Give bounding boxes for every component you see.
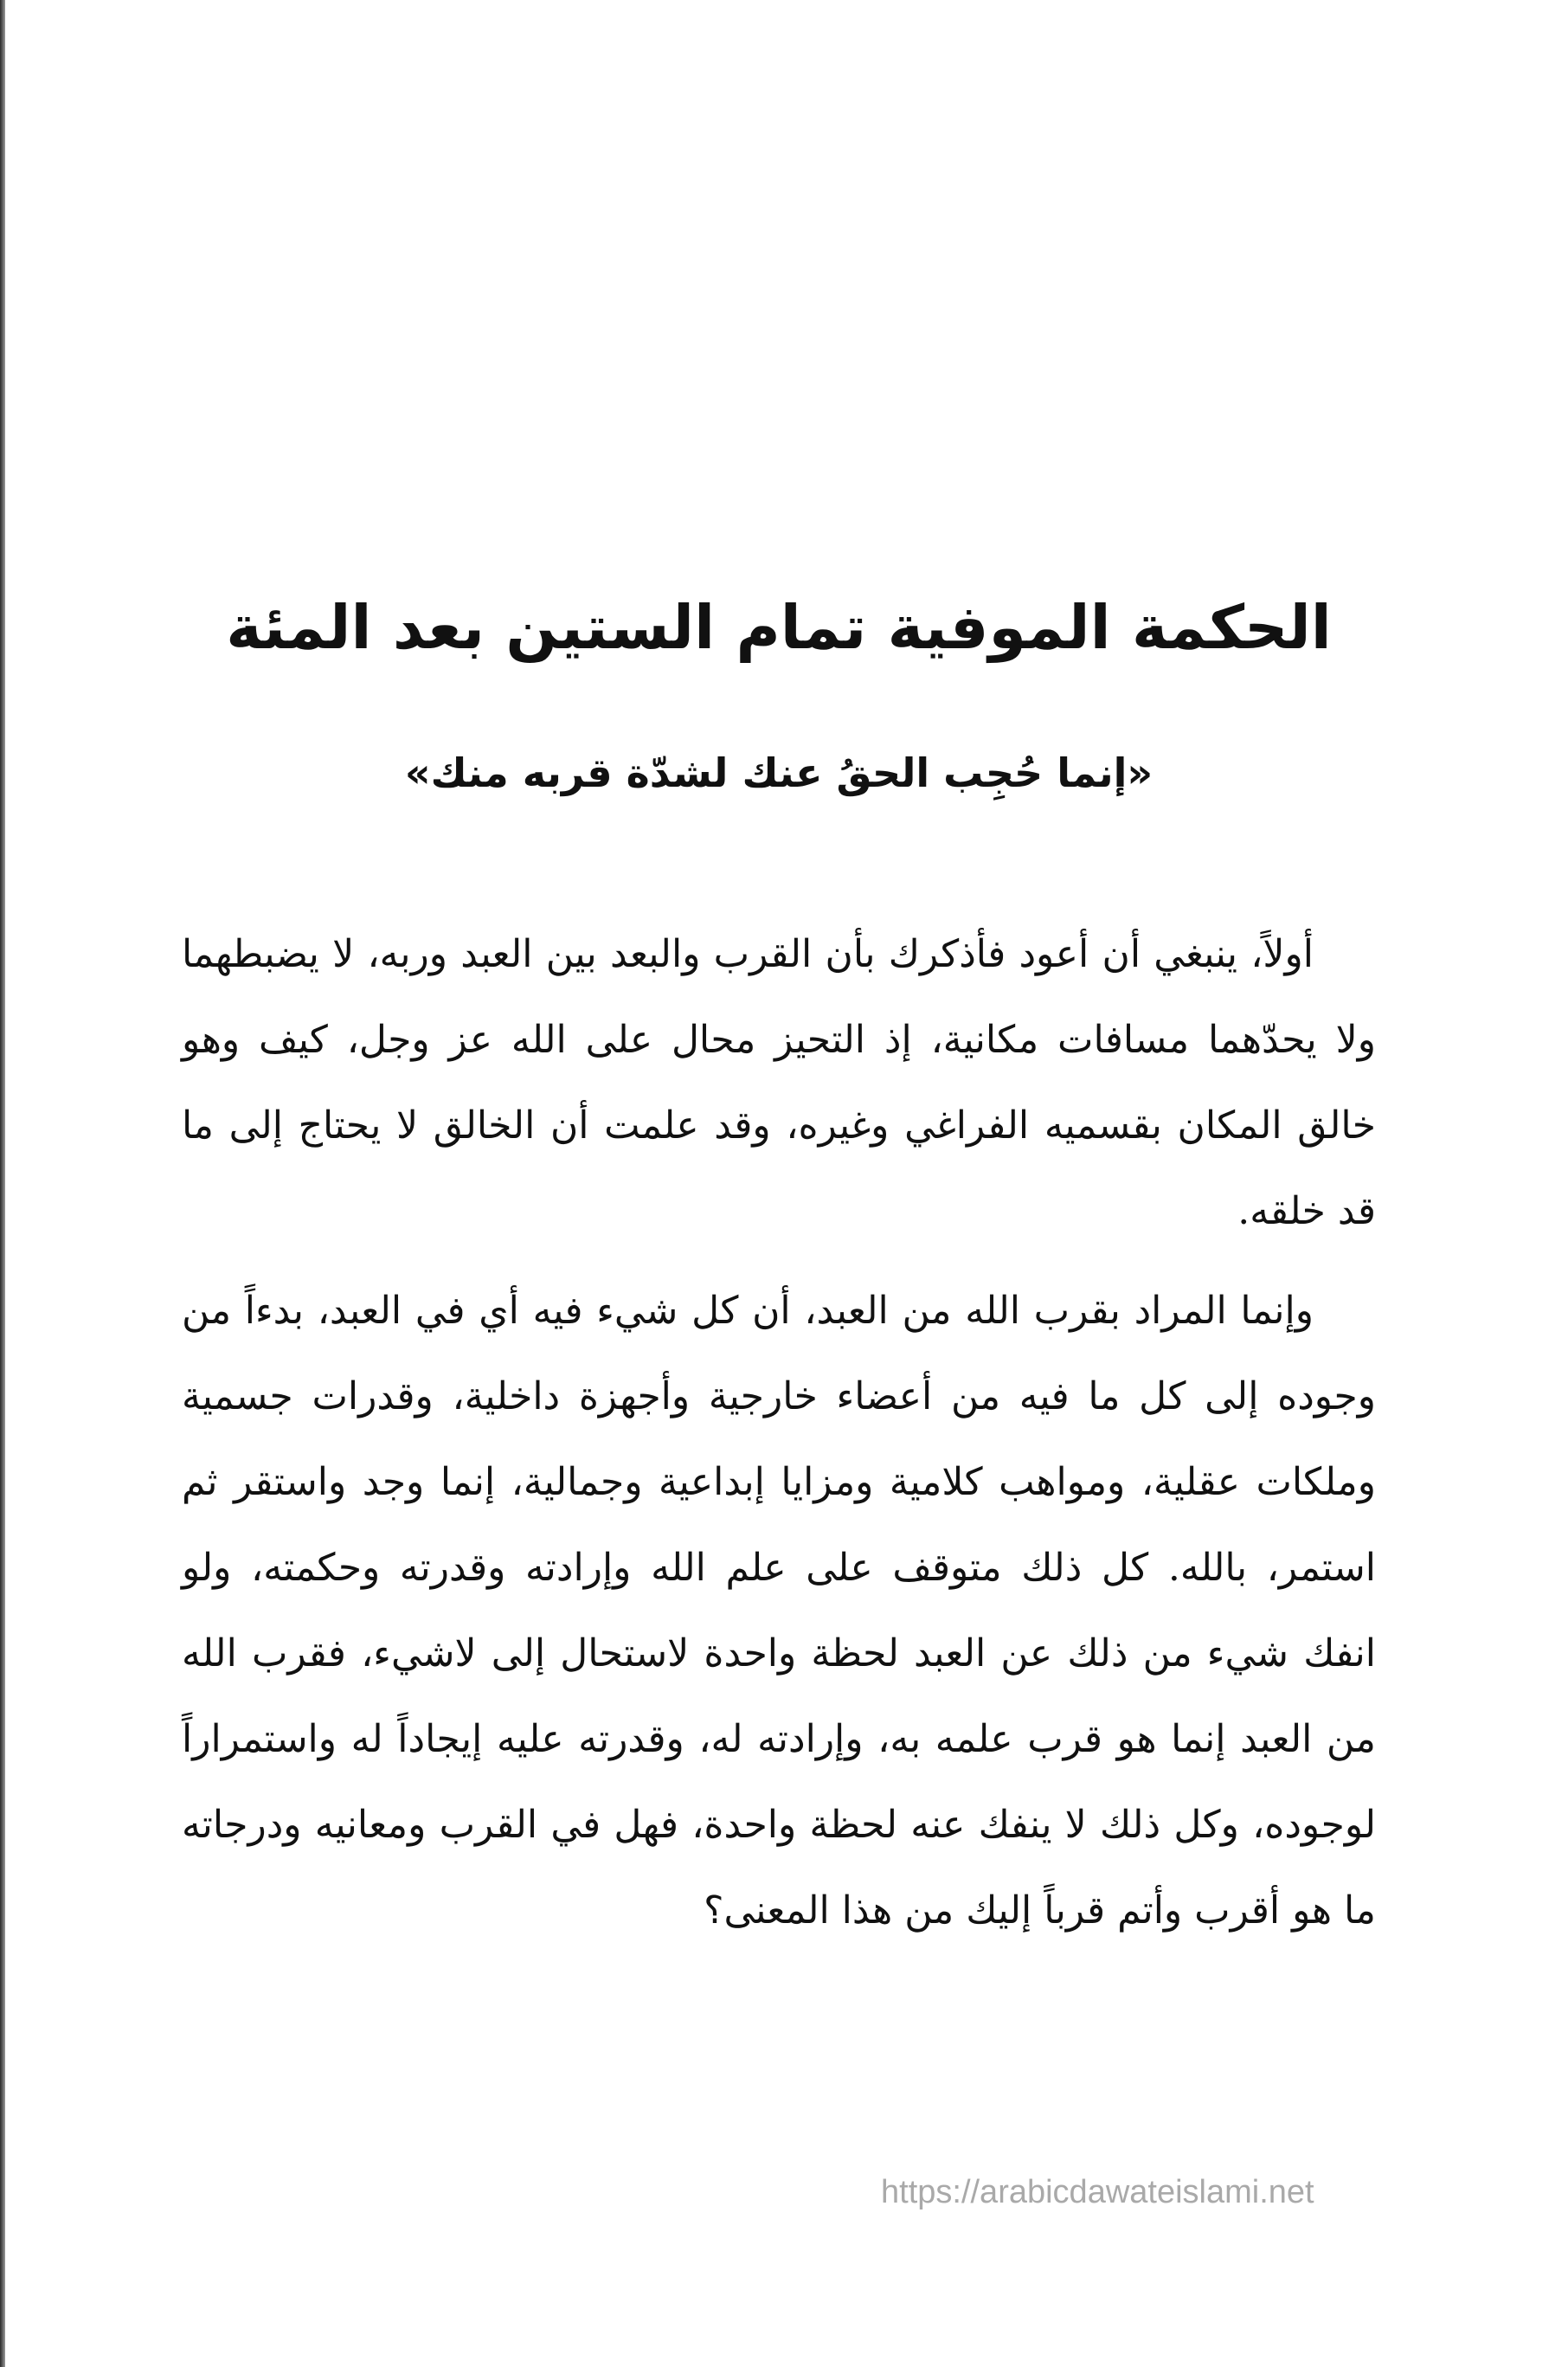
scan-edge-shadow	[0, 0, 5, 2367]
paragraph-first: أولاً، ينبغي أن أعود فأذكرك بأن القرب والبعد بين العبد وربه، لا يضبطهما ولا يحدّهما مسافات مكانية، إذ التحيز محال على الله عز وجل، كيف وهو خالق المكان بقسميه الفراغي وغيره، وقد علمت أن الخالق لا يحتاج إلى ما قد خلقه.	[182, 932, 1376, 1234]
paragraph-second: وإنما المراد بقرب الله من العبد، أن كل شيء فيه أي في العبد، بدءاً من وجوده إلى كل ما فيه من أعضاء خارجية وأجهزة داخلية، وقدرات جسمية وملكات عقلية، ومواهب كلامية ومزايا إبداعية وجمالية، إنما وجد واستقر ثم استمر، بالله. كل ذلك متوقف على علم الله وإرادته وقدرته وحكمته، ولو انفك شيء من ذلك عن العبد لحظة واحدة لاستحال إلى لاشيء، فقرب الله من العبد إنما هو قرب علمه به، وإرادته له، وقدرته عليه إيجاداً له واستمراراً لوجوده، وكل ذلك لا ينفك عنه لحظة واحدة، فهل في القرب ومعانيه ودرجاته ما هو أقرب وأتم قرباً إليك من هذا المعنى؟	[182, 1289, 1376, 1933]
chapter-epigraph: «إنما حُجِب الحقُ عنك لشدّة قربه منك»	[404, 749, 1154, 796]
chapter-title: الحكمة الموفية تمام الستين بعد المئة	[226, 592, 1332, 663]
book-page	[182, 589, 1376, 1967]
website-watermark: https://arabicdawateislami.net	[881, 2174, 1314, 2210]
